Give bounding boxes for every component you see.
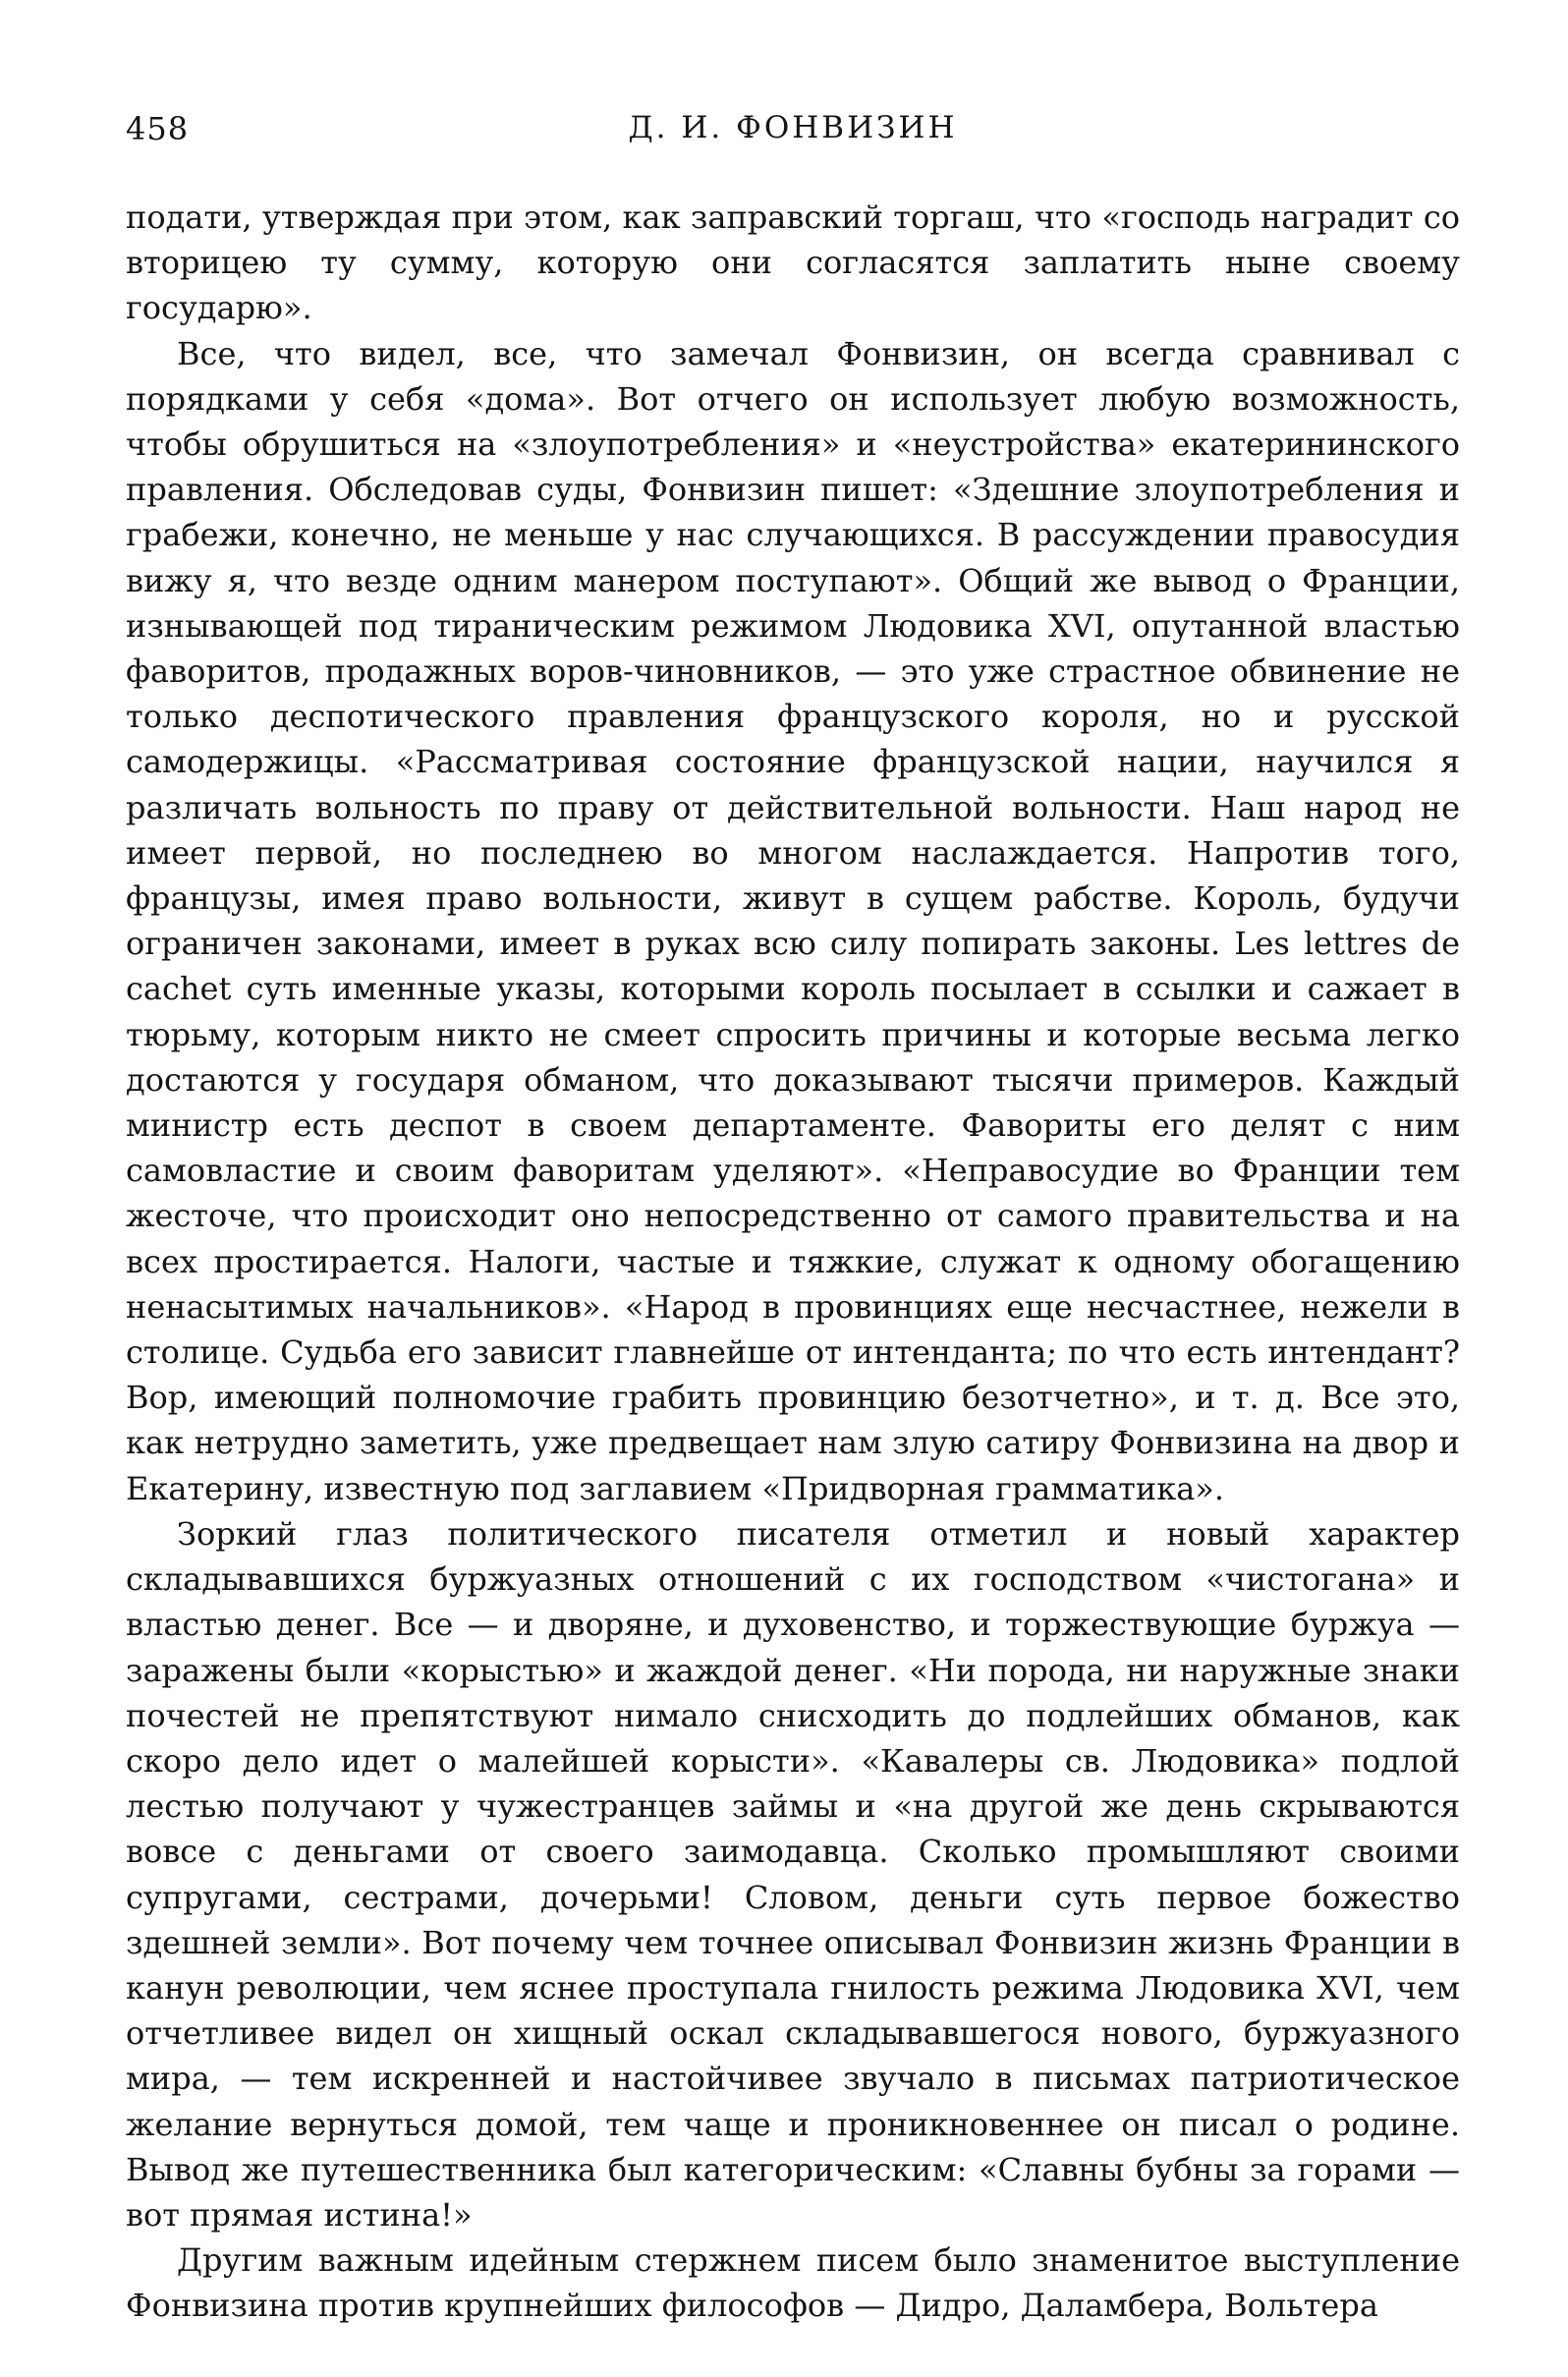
paragraph: Другим важным идейным стержнем писем было знаменитое выступление Фонвизина против крупнейших философов — Дидро, Даламбера, Вольтера	[126, 2241, 1460, 2325]
paragraph: Зоркий глаз политического писателя отметил и новый характер складывавшихся буржуазных отношений с их господством «чистогана» и властью денег. Все — и дворяне, и духовенство, и торжествующие буржуа — заражены были «корыстью» и жаждой денег. «Ни порода, ни наружные знаки почестей не препятствуют нимало снисходить до подлейших обманов, как скоро дело идет о малейшей корысти». «Кавалеры св. Людовика» подлой лестью получают у чужестранцев займы и «на другой же день скрываются вовсе с деньгами от своего заимодавца. Сколько промышляют своими супругами, сестрами, дочерьми! Словом, деньги суть первое божество здешней земли». Вот почему чем точнее описывал Фонвизин жизнь Франции в канун революции, чем яснее проступала гнилость режима Людовика XVI, чем отчетливее видел он хищный оскал складывавшегося нового, буржуазного мира, — тем искренней и настойчивее звучало в письмах патриотическое желание вернуться домой, тем чаще и проникновеннее он писал о родине. Вывод же путешественника был категорическим: «Славны бубны за горами — вот прямая истина!»	[126, 1514, 1460, 2234]
paragraph-continuation: подати, утверждая при этом, как заправский торгаш, что «господь наградит со вторицею ту сумму, которую они согласятся заплатить ныне своему государю».	[126, 198, 1460, 327]
body-text	[126, 195, 1460, 2329]
running-title: Д. И. ФОНВИЗИН	[628, 110, 958, 145]
page-header	[126, 110, 1460, 159]
page-number: 458	[126, 110, 190, 147]
paragraph: Все, что видел, все, что замечал Фонвизин, он всегда сравнивал с порядками у себя «дома». Вот отчего он использует любую возможность, чтобы обрушиться на «злоупотребления» и «неустройства» екатерининского правления. Обследовав суды, Фонвизин пишет: «Здешние злоупотребления и грабежи, конечно, не меньше у нас случающихся. В рассуждении правосудия вижу я, что везде одним манером поступают». Общий же вывод о Франции, изнывающей под тираническим режимом Людовика XVI, опутанной властью фаворитов, продажных воров-чиновников, — это уже страстное обвинение не только деспотического правления французского короля, но и русской самодержицы. «Рассматривая состояние французской нации, научился я различать вольность по праву от действительной вольности. Наш народ не имеет первой, но последнею во многом наслаждается. Напротив того, французы, имея право вольности, живут в сущем рабстве. Король, будучи ограничен законами, имеет в руках всю силу попирать законы. Les lettres de cachet суть именные указы, которыми король посылает в ссылки и сажает в тюрьму, которым никто не смеет спросить причины и которые весьма легко достаются у государя обманом, что доказывают тысячи примеров. Каждый министр есть деспот в своем департаменте. Фавориты его делят с ним самовластие и своим фаворитам уделяют». «Неправосудие во Франции тем жесточе, что происходит оно непосредственно от самого правительства и на всех простирается. Налоги, частые и тяжкие, служат к одному обогащению ненасытимых начальников». «Народ в провинциях еще несчастнее, нежели в столице. Судьба его зависит главнейше от интенданта; по что есть интендант? Вор, имеющий полномочие грабить провинцию безотчетно», и т. д. Все это, как нетрудно заметить, уже предвещает нам злую сатиру Фонвизина на двор и Екатерину, известную под заглавием «Придворная грамматика».	[126, 334, 1460, 1507]
